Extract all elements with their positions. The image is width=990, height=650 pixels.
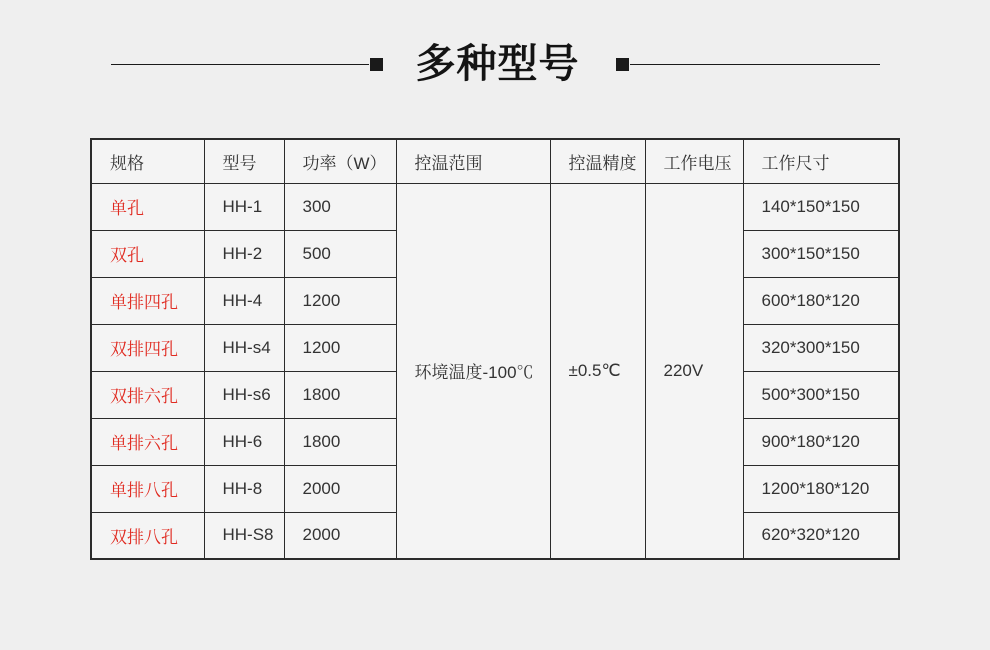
col-header-size: 工作尺寸 xyxy=(743,139,899,183)
size-cell: 500*300*150 xyxy=(743,371,899,418)
spec-table-body xyxy=(91,183,899,559)
col-header-spec: 规格 xyxy=(91,139,204,183)
col-header-model: 型号 xyxy=(204,139,284,183)
title-square-right-icon xyxy=(616,58,629,71)
size-cell: 320*300*150 xyxy=(743,324,899,371)
model-cell: HH-8 xyxy=(204,465,284,512)
model-cell: HH-2 xyxy=(204,230,284,277)
spec-cell: 双孔 xyxy=(91,230,204,277)
power-cell: 1800 xyxy=(284,418,396,465)
col-header-power: 功率（W） xyxy=(284,139,396,183)
section-header xyxy=(0,38,990,90)
power-cell: 500 xyxy=(284,230,396,277)
size-cell: 900*180*120 xyxy=(743,418,899,465)
model-cell: HH-s6 xyxy=(204,371,284,418)
size-cell: 300*150*150 xyxy=(743,230,899,277)
size-cell: 1200*180*120 xyxy=(743,465,899,512)
spec-cell: 单孔 xyxy=(91,183,204,230)
size-cell: 620*320*120 xyxy=(743,512,899,559)
title-square-left-icon xyxy=(370,58,383,71)
spec-cell: 双排四孔 xyxy=(91,324,204,371)
spec-cell: 双排八孔 xyxy=(91,512,204,559)
col-header-precision: 控温精度 xyxy=(550,139,645,183)
table-row xyxy=(91,183,899,230)
power-cell: 1800 xyxy=(284,371,396,418)
power-cell: 2000 xyxy=(284,465,396,512)
model-cell: HH-4 xyxy=(204,277,284,324)
spec-cell: 单排六孔 xyxy=(91,418,204,465)
power-cell: 2000 xyxy=(284,512,396,559)
spec-table xyxy=(90,138,900,560)
col-header-temp-range: 控温范围 xyxy=(396,139,550,183)
power-cell: 300 xyxy=(284,183,396,230)
header-row xyxy=(91,139,899,183)
voltage-cell: 220V xyxy=(645,183,743,559)
size-cell: 140*150*150 xyxy=(743,183,899,230)
model-cell: HH-1 xyxy=(204,183,284,230)
title-rule-right xyxy=(630,64,880,65)
power-cell: 1200 xyxy=(284,277,396,324)
size-cell: 600*180*120 xyxy=(743,277,899,324)
spec-cell: 单排四孔 xyxy=(91,277,204,324)
col-header-voltage: 工作电压 xyxy=(645,139,743,183)
title-rule-left xyxy=(111,64,369,65)
temp-range-cell: 环境温度-100℃ xyxy=(396,183,550,559)
power-cell: 1200 xyxy=(284,324,396,371)
model-cell: HH-s4 xyxy=(204,324,284,371)
model-cell: HH-6 xyxy=(204,418,284,465)
model-cell: HH-S8 xyxy=(204,512,284,559)
spec-cell: 双排六孔 xyxy=(91,371,204,418)
spec-cell: 单排八孔 xyxy=(91,465,204,512)
page-title: 多种型号 xyxy=(415,42,580,86)
precision-cell: ±0.5℃ xyxy=(550,183,645,559)
